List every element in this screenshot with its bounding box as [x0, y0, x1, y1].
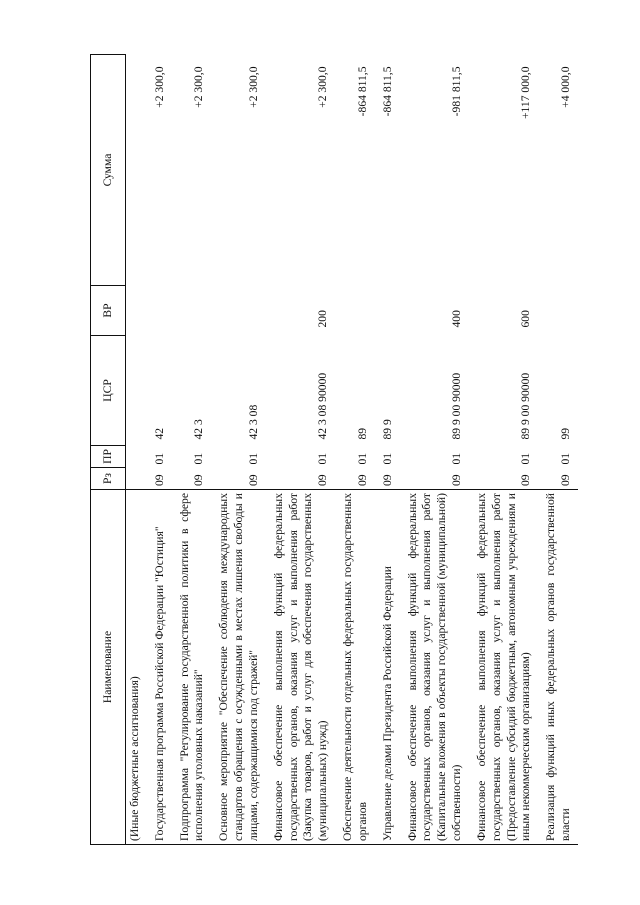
row-rz: 09 — [316, 474, 330, 486]
row-sum: -981 811,5 — [450, 66, 464, 117]
row-csr: 42 3 08 — [246, 404, 260, 440]
row-csr: 89 9 00 90000 — [450, 372, 464, 440]
row-csr: 89 — [355, 427, 369, 440]
table-row — [335, 55, 375, 845]
row-name: Реализация функций иных федеральных органов государственной власти — [538, 490, 578, 845]
row-sum: +2 300,0 — [152, 66, 166, 108]
header-csr: ЦСР — [91, 336, 126, 446]
row-name: (Иные бюджетные ассигнования) — [126, 490, 147, 845]
row-name: Основное мероприятие "Обеспечение соблюдения международных стандартов обращения с осужденными в местах лишения свободы и лицами, содержащимися под стражей" — [211, 490, 265, 845]
row-name: Финансовое обеспечение выполнения функций федеральных государственных органов, оказания услуг и выполнения работ (Предоставление субсидий бюджетным, автономным учреждениям и иным некоммерческим организациям) — [469, 490, 538, 845]
rotated-table-container — [90, 55, 580, 845]
row-sum — [126, 55, 147, 286]
row-rz: 09 — [246, 474, 260, 486]
row-vr — [211, 286, 265, 336]
table-row — [172, 55, 212, 845]
row-pr: 01 — [355, 452, 369, 465]
row-vr — [147, 286, 172, 336]
row-rz: 09 — [450, 474, 464, 486]
row-name: Обеспечение деятельности отдельных федеральных государственных органов — [335, 490, 375, 845]
budget-table — [90, 54, 578, 845]
row-csr: 89 9 — [380, 419, 394, 440]
table-row — [126, 55, 147, 845]
table-row — [211, 55, 265, 845]
row-vr — [375, 286, 400, 336]
row-rz — [126, 468, 147, 490]
row-vr: 400 — [450, 310, 464, 328]
row-rz: 09 — [380, 474, 394, 486]
table-row — [469, 55, 538, 845]
table-row — [538, 55, 578, 845]
row-pr: 01 — [559, 452, 573, 465]
row-pr: 01 — [450, 452, 464, 465]
row-pr: 01 — [380, 452, 394, 465]
row-rz: 09 — [192, 474, 206, 486]
table-row — [266, 55, 335, 845]
row-vr: 200 — [316, 310, 330, 328]
row-name: Финансовое обеспечение выполнения функций федеральных государственных органов, оказания услуг и выполнения работ (Закупка товаров, работ и услуг для обеспечения государственных (муниципальных) нужд) — [266, 490, 335, 845]
row-sum: +2 300,0 — [192, 66, 206, 108]
row-sum: -864 811,5 — [355, 66, 369, 117]
row-rz: 09 — [152, 474, 166, 486]
header-rz: Рз — [91, 468, 126, 490]
row-rz: 09 — [559, 474, 573, 486]
table-row — [400, 55, 469, 845]
row-vr — [126, 286, 147, 336]
row-name: Государственная программа Российской Федерации "Юстиция" — [147, 490, 172, 845]
row-csr — [126, 336, 147, 446]
table-row — [375, 55, 400, 845]
row-vr: 600 — [519, 310, 533, 328]
row-rz: 09 — [355, 474, 369, 486]
row-pr: 01 — [192, 452, 206, 465]
row-csr: 99 — [559, 427, 573, 440]
row-pr: 01 — [519, 452, 533, 465]
row-sum: +4 000,0 — [559, 66, 573, 108]
row-sum: +2 300,0 — [246, 66, 260, 108]
row-csr: 42 3 08 90000 — [316, 372, 330, 440]
row-name: Финансовое обеспечение выполнения функций федеральных государственных органов, оказания услуг и выполнения работ (Капитальные вложения в объекты государственной (муниципальной) собственности) — [400, 490, 469, 845]
row-vr — [172, 286, 212, 336]
row-sum: +2 300,0 — [316, 66, 330, 108]
row-sum: +117 000,0 — [519, 66, 533, 119]
header-sum: Сумма — [91, 55, 126, 286]
row-name: Подпрограмма "Регулирование государственной политики в сфере исполнения уголовных наказаний" — [172, 490, 212, 845]
row-csr: 89 9 00 90000 — [519, 372, 533, 440]
row-pr: 01 — [152, 452, 166, 465]
header-pr: ПР — [91, 446, 126, 468]
row-vr — [335, 286, 375, 336]
header-name: Наименование — [91, 490, 126, 845]
row-csr: 42 — [152, 427, 166, 440]
row-rz: 09 — [519, 474, 533, 486]
row-pr: 01 — [316, 452, 330, 465]
table-header-row — [91, 55, 126, 845]
header-vr: ВР — [91, 286, 126, 336]
row-csr: 42 3 — [192, 419, 206, 440]
row-vr — [538, 286, 578, 336]
table-row — [147, 55, 172, 845]
row-name: Управление делами Президента Российской Федерации — [375, 490, 400, 845]
row-pr — [126, 446, 147, 468]
row-sum: -864 811,5 — [380, 66, 394, 117]
row-pr: 01 — [246, 452, 260, 465]
